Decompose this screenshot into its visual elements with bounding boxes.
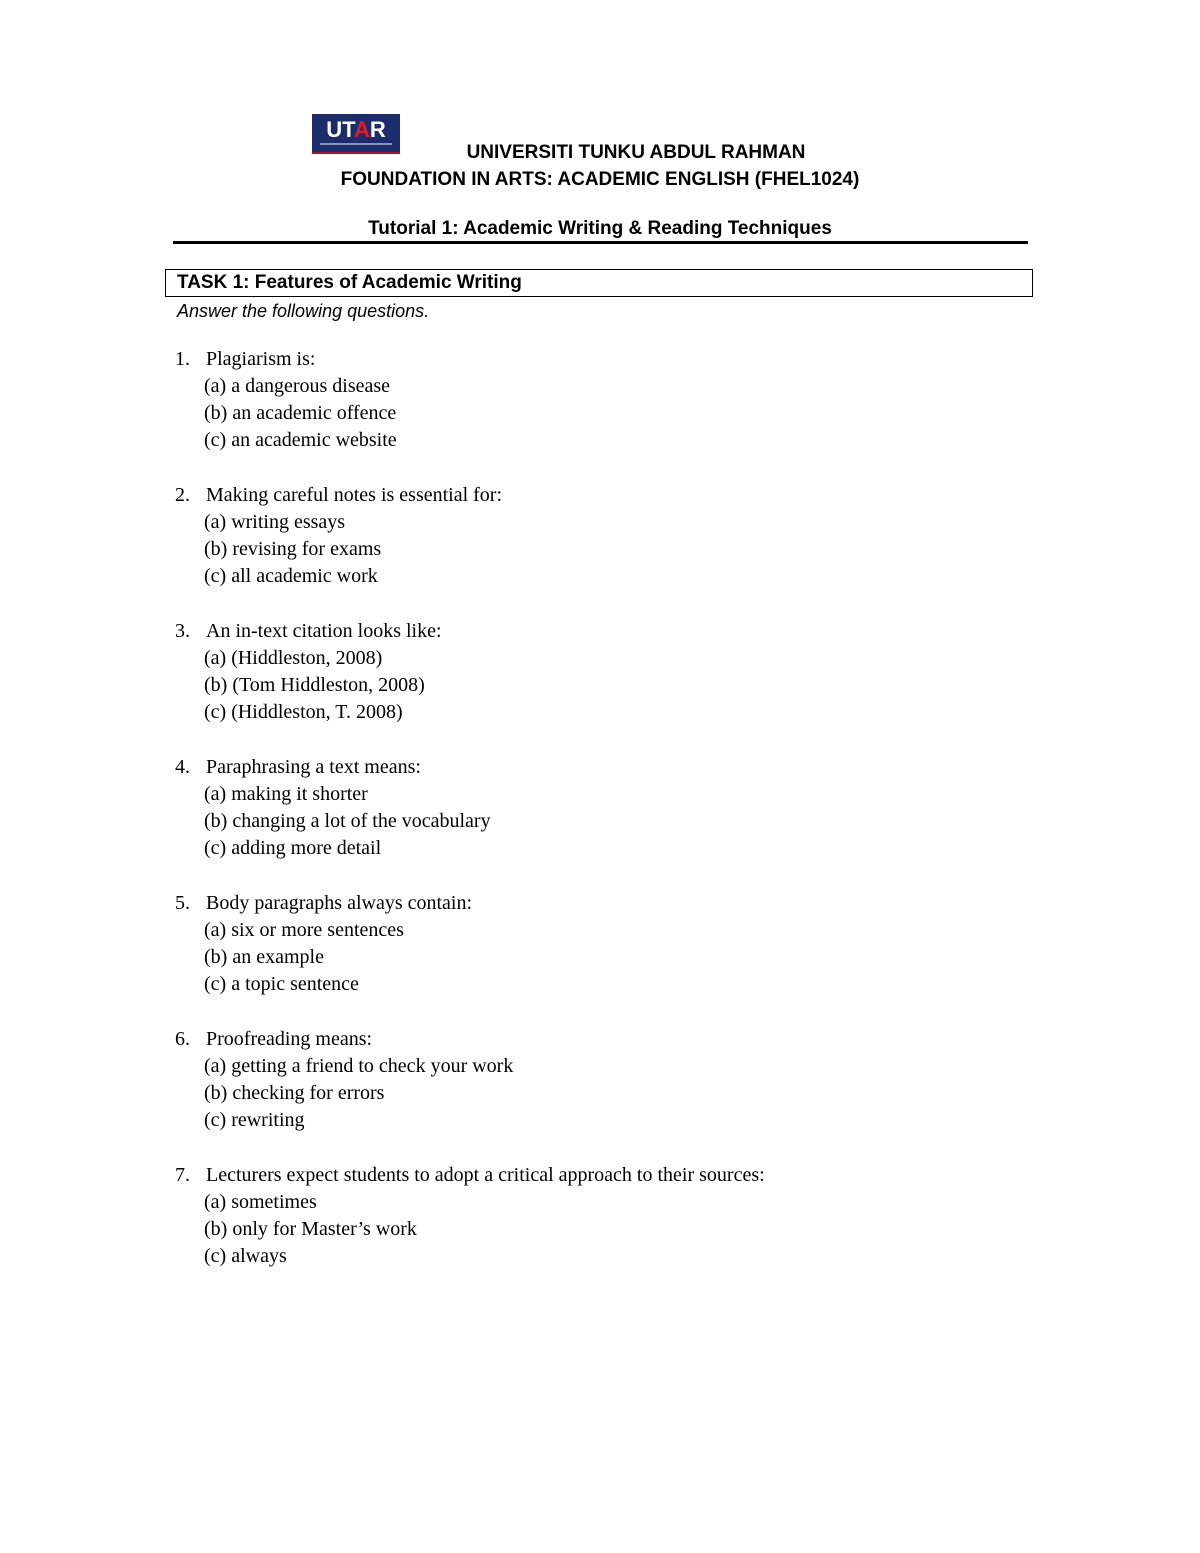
question-stem: Body paragraphs always contain: — [206, 892, 473, 914]
task-title: TASK 1: Features of Academic Writing — [177, 272, 522, 293]
question-stem: Making careful notes is essential for: — [206, 484, 503, 506]
question-item — [0, 1162, 1200, 1298]
answer-option: (a) (Hiddleston, 2008) — [204, 647, 383, 669]
question-number: 5. — [175, 892, 190, 914]
question-stem: Paraphrasing a text means: — [206, 756, 421, 778]
question-number: 6. — [175, 1028, 190, 1050]
university-name: UNIVERSITI TUNKU ABDUL RAHMAN — [466, 142, 806, 163]
answer-option: (b) an academic offence — [204, 402, 397, 424]
question-number: 4. — [175, 756, 190, 778]
answer-option: (c) adding more detail — [204, 837, 382, 859]
answer-option: (c) a topic sentence — [204, 973, 359, 995]
question-item — [0, 618, 1200, 754]
course-title: FOUNDATION IN ARTS: ACADEMIC ENGLISH (FHEL1024) — [340, 169, 860, 190]
question-item — [0, 754, 1200, 890]
answer-option: (a) writing essays — [204, 511, 346, 533]
question-item — [0, 482, 1200, 618]
answer-option: (c) (Hiddleston, T. 2008) — [204, 701, 403, 723]
answer-option: (b) revising for exams — [204, 538, 382, 560]
answer-option: (a) six or more sentences — [204, 919, 404, 941]
answer-option: (c) always — [204, 1245, 287, 1267]
question-item — [0, 890, 1200, 1026]
task-heading-box — [165, 269, 1033, 297]
answer-option: (b) an example — [204, 946, 324, 968]
question-list — [0, 346, 1200, 1298]
task-instruction: Answer the following questions. — [177, 301, 430, 321]
question-number: 2. — [175, 484, 190, 506]
tutorial-title: Tutorial 1: Academic Writing & Reading Techniques — [368, 218, 832, 239]
question-item — [0, 346, 1200, 482]
answer-option: (a) a dangerous disease — [204, 375, 391, 397]
answer-option: (a) sometimes — [204, 1191, 317, 1213]
answer-option: (a) making it shorter — [204, 783, 368, 805]
question-number: 3. — [175, 620, 190, 642]
answer-option: (b) changing a lot of the vocabulary — [204, 810, 491, 832]
answer-option: (c) an academic website — [204, 429, 397, 451]
answer-option: (b) checking for errors — [204, 1082, 385, 1104]
logo-wordmark: UTAR — [326, 117, 386, 142]
question-stem: Lecturers expect students to adopt a critical approach to their sources: — [206, 1164, 765, 1186]
answer-option: (c) all academic work — [204, 565, 378, 587]
question-item — [0, 1026, 1200, 1162]
answer-option: (a) getting a friend to check your work — [204, 1055, 514, 1077]
answer-option: (c) rewriting — [204, 1109, 305, 1131]
question-stem: Plagiarism is: — [206, 348, 316, 370]
answer-option: (b) only for Master’s work — [204, 1218, 417, 1240]
question-stem: An in-text citation looks like: — [206, 620, 442, 642]
question-number: 1. — [175, 348, 190, 370]
question-number: 7. — [175, 1164, 190, 1186]
header-divider — [173, 241, 1028, 244]
question-stem: Proofreading means: — [206, 1028, 373, 1050]
answer-option: (b) (Tom Hiddleston, 2008) — [204, 674, 425, 696]
